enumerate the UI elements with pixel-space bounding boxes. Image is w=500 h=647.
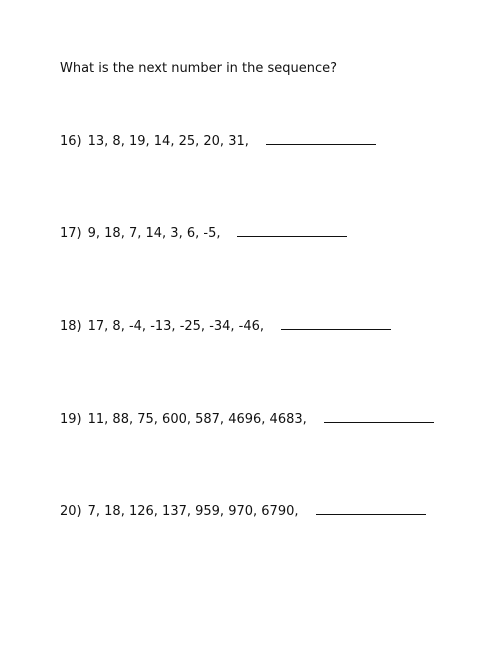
question-16 (60, 130, 376, 151)
question-sequence: 7, 18, 126, 137, 959, 970, 6790, (87, 504, 299, 519)
question-sequence: 9, 18, 7, 14, 3, 6, -5, (87, 226, 221, 241)
answer-blank[interactable] (237, 222, 347, 237)
question-19 (60, 408, 434, 429)
answer-blank[interactable] (324, 408, 434, 423)
question-number: 17) (60, 226, 82, 241)
question-sequence: 13, 8, 19, 14, 25, 20, 31, (87, 134, 249, 149)
question-sequence: 11, 88, 75, 600, 587, 4696, 4683, (87, 412, 307, 427)
question-number: 16) (60, 134, 82, 149)
question-sequence: 17, 8, -4, -13, -25, -34, -46, (87, 319, 265, 334)
question-number: 19) (60, 412, 82, 427)
answer-blank[interactable] (316, 500, 426, 515)
worksheet-title: What is the next number in the sequence? (60, 61, 338, 76)
question-18 (60, 315, 391, 336)
question-number: 20) (60, 504, 82, 519)
question-17 (60, 222, 347, 243)
question-20 (60, 500, 426, 521)
question-number: 18) (60, 319, 82, 334)
answer-blank[interactable] (281, 315, 391, 330)
answer-blank[interactable] (266, 130, 376, 145)
